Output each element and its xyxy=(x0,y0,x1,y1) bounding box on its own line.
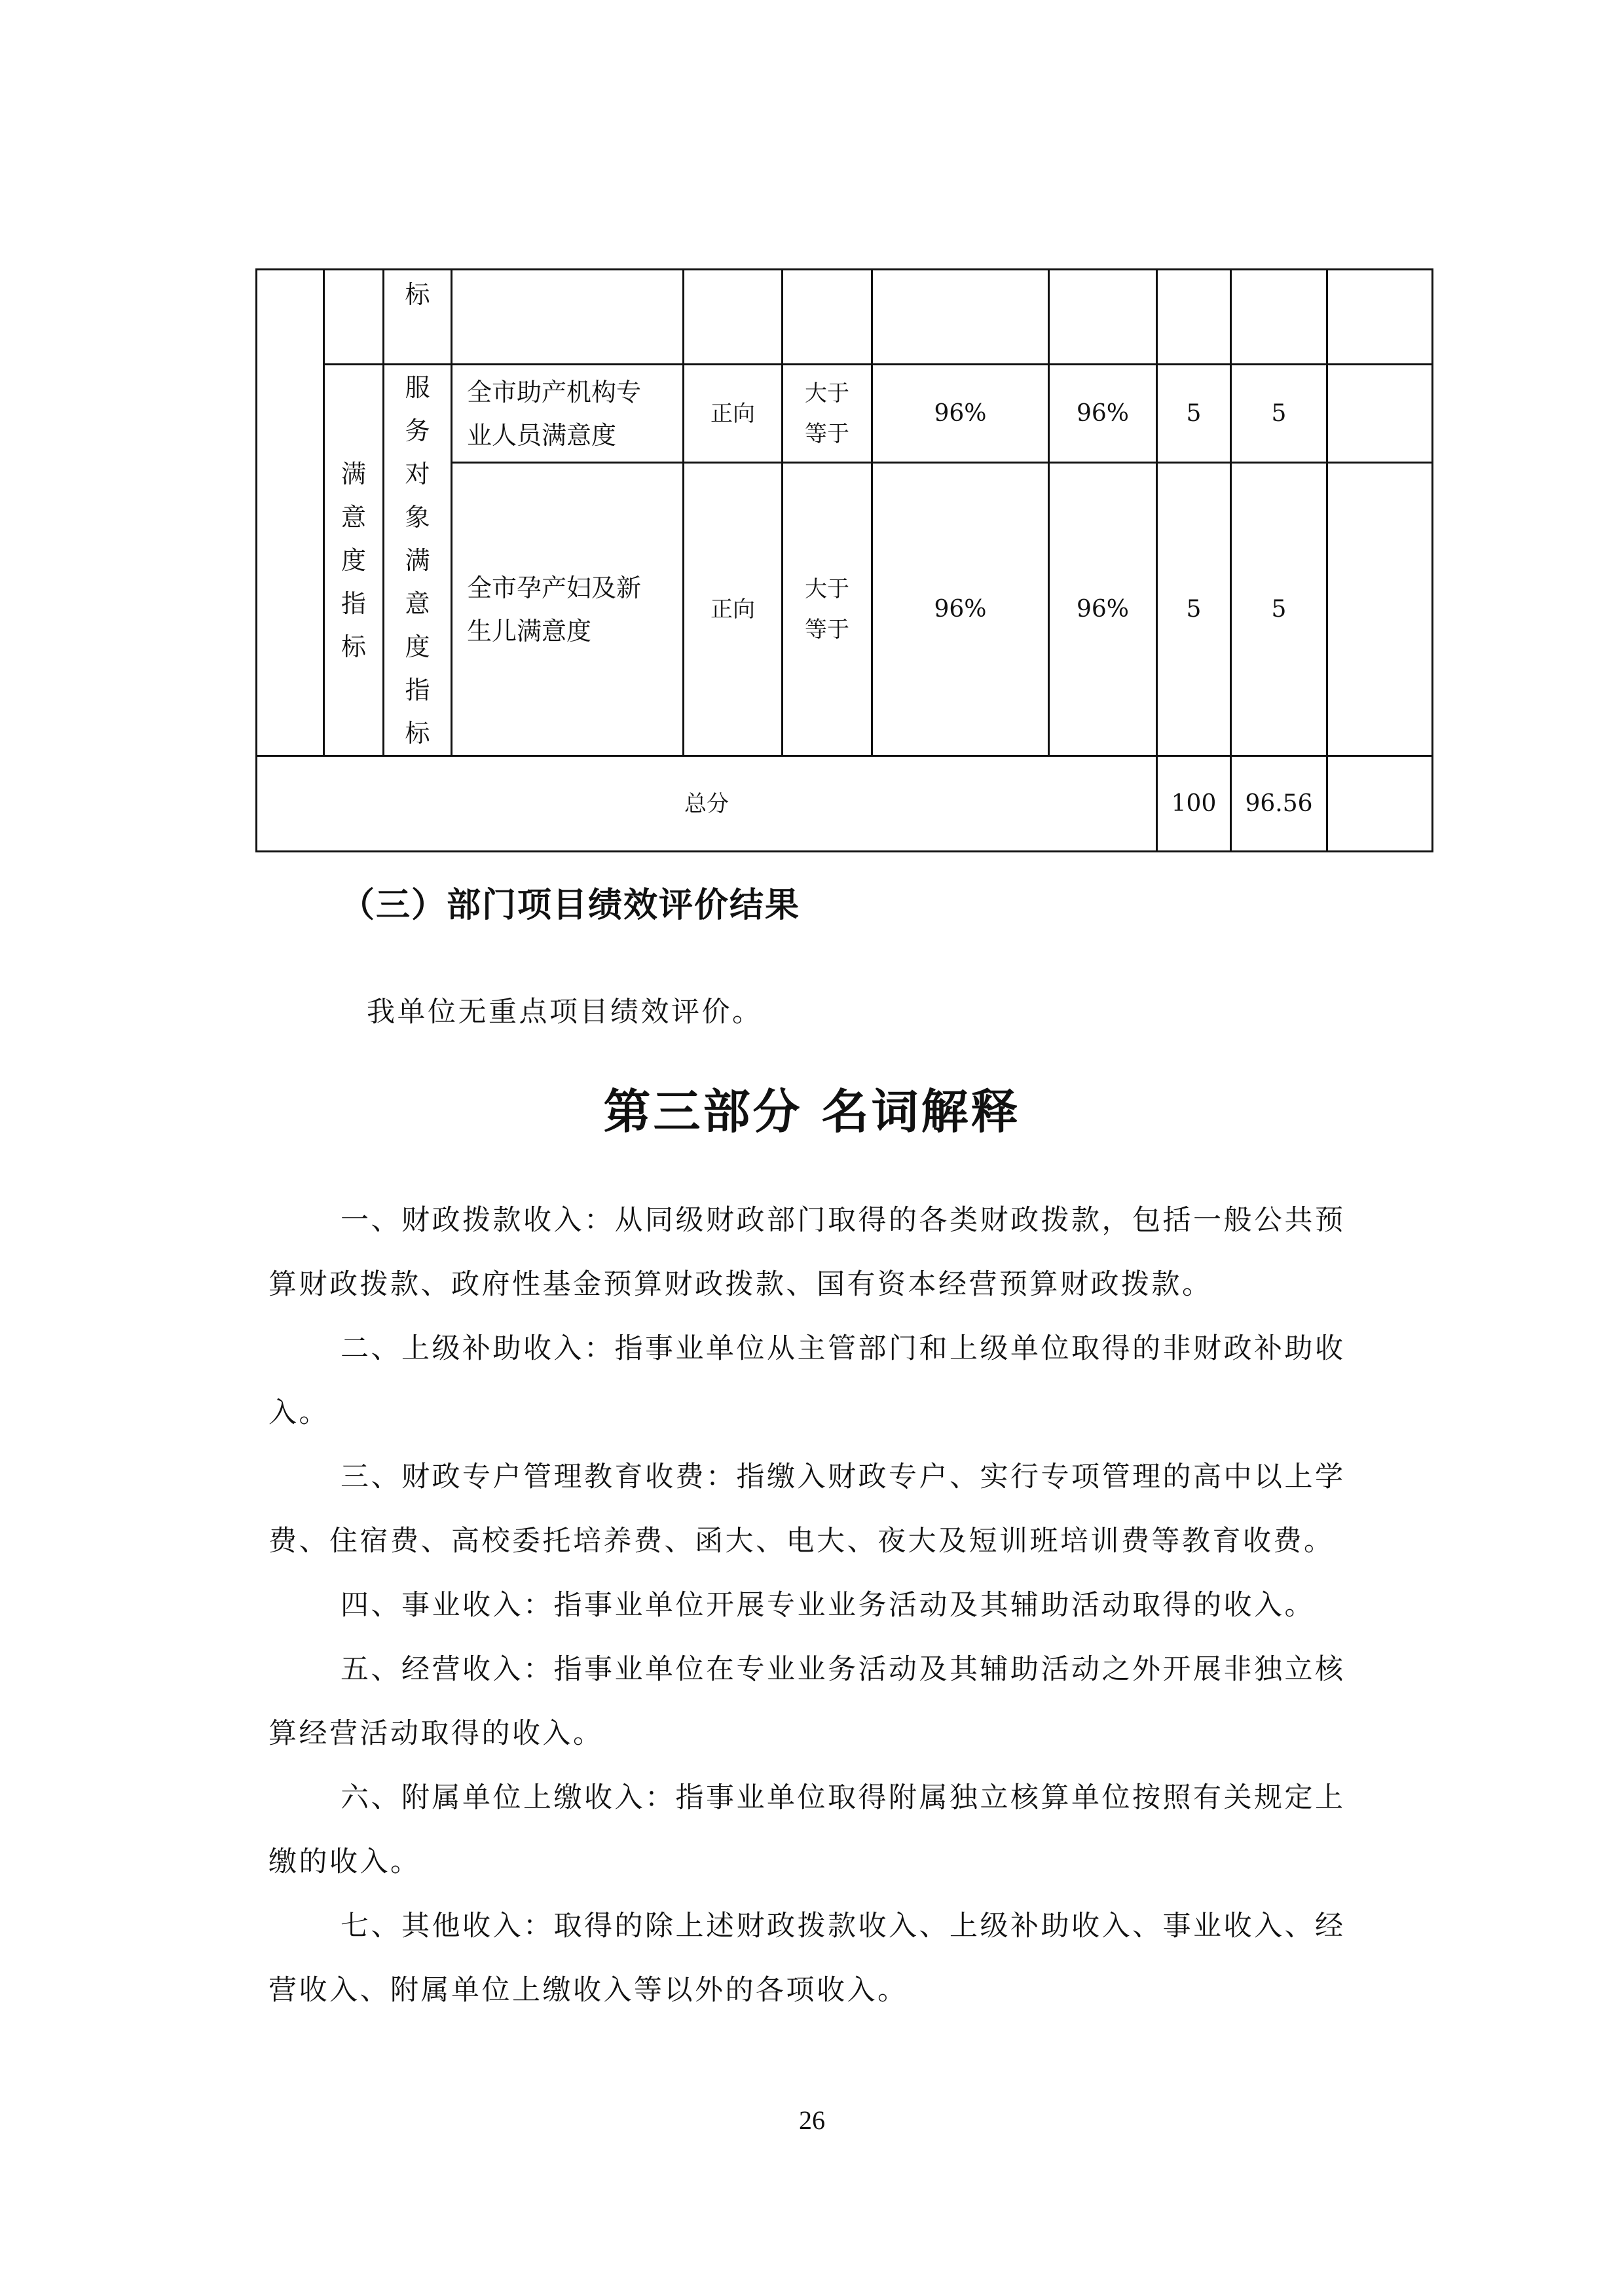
remark-cell xyxy=(1327,463,1433,756)
operator-cell xyxy=(783,270,872,365)
remark-cell xyxy=(1327,270,1433,365)
definition-5-line2: 算经营活动取得的收入。 xyxy=(268,1717,604,1750)
first-level-cell xyxy=(257,270,324,756)
satisfaction-group-cell xyxy=(324,365,384,756)
definition-2-line2: 入。 xyxy=(268,1396,329,1429)
table-row xyxy=(257,365,1433,463)
remark-cell xyxy=(1327,365,1433,463)
section-body: 我单位无重点项目绩效评价。 xyxy=(367,996,763,1029)
definition-6-line1: 六、附属单位上缴收入：指事业单位取得附属独立核算单位按照有关规定上 xyxy=(341,1781,1346,1814)
actual-cell xyxy=(1049,270,1157,365)
definition-3-line1: 三、财政专户管理教育收费：指缴入财政专户、实行专项管理的高中以上学 xyxy=(341,1461,1346,1493)
service-satisfaction-subgroup-cell xyxy=(384,365,452,756)
direction-cell xyxy=(684,270,783,365)
definition-1-line2: 算财政拨款、政府性基金预算财政拨款、国有资本经营预算财政拨款。 xyxy=(268,1268,1213,1301)
operator-cell: 大于 等于 xyxy=(783,463,872,756)
page-number: 26 xyxy=(799,2105,825,2135)
weight-cell: 5 xyxy=(1157,365,1231,463)
section-heading: （三）部门项目绩效评价结果 xyxy=(341,886,801,925)
score-cell: 5 xyxy=(1231,365,1327,463)
definition-5-line1: 五、经营收入：指事业单位在专业业务活动及其辅助活动之外开展非独立核 xyxy=(341,1653,1346,1686)
definition-7-line1: 七、其他收入：取得的除上述财政拨款收入、上级补助收入、事业收入、经 xyxy=(341,1910,1346,1942)
indicator-cell: 全市助产机构专 业人员满意度 xyxy=(452,365,684,463)
weight-cell xyxy=(1157,270,1231,365)
definition-2-line1: 二、上级补助收入：指事业单位从主管部门和上级单位取得的非财政补助收 xyxy=(341,1332,1346,1365)
target-cell: 96% xyxy=(872,463,1049,756)
actual-cell: 96% xyxy=(1049,365,1157,463)
part-title: 第三部分 名词解释 xyxy=(603,1084,1021,1139)
total-weight: 100 xyxy=(1157,756,1231,852)
performance-table xyxy=(255,268,1433,852)
definition-3-line2: 费、住宿费、高校委托培养费、函大、电大、夜大及短训班培训费等教育收费。 xyxy=(268,1525,1335,1558)
total-score: 96.56 xyxy=(1231,756,1327,852)
total-label: 总分 xyxy=(257,756,1157,852)
score-cell xyxy=(1231,270,1327,365)
weight-cell: 5 xyxy=(1157,463,1231,756)
target-cell xyxy=(872,270,1049,365)
operator-cell: 大于 等于 xyxy=(783,365,872,463)
total-remark xyxy=(1327,756,1433,852)
definition-6-line2: 缴的收入。 xyxy=(268,1846,421,1878)
table-row-continued xyxy=(257,270,1433,365)
second-level-cell xyxy=(324,270,384,365)
direction-cell: 正向 xyxy=(684,463,783,756)
third-level-cell: 标 xyxy=(384,270,452,365)
actual-cell: 96% xyxy=(1049,463,1157,756)
definition-4-line1: 四、事业收入：指事业单位开展专业业务活动及其辅助活动取得的收入。 xyxy=(341,1589,1315,1622)
indicator-cell xyxy=(452,270,684,365)
target-cell: 96% xyxy=(872,365,1049,463)
satisfaction-group-label: 满意度指标 xyxy=(341,459,366,661)
score-cell: 5 xyxy=(1231,463,1327,756)
total-row xyxy=(257,756,1433,852)
indicator-cell: 全市孕产妇及新 生儿满意度 xyxy=(452,463,684,756)
definition-1-line1: 一、财政拨款收入：从同级财政部门取得的各类财政拨款，包括一般公共预 xyxy=(341,1204,1346,1237)
direction-cell: 正向 xyxy=(684,365,783,463)
definition-7-line2: 营收入、附属单位上缴收入等以外的各项收入。 xyxy=(268,1974,908,2007)
service-satisfaction-subgroup-label: 服务对象满意度指标 xyxy=(405,373,430,748)
